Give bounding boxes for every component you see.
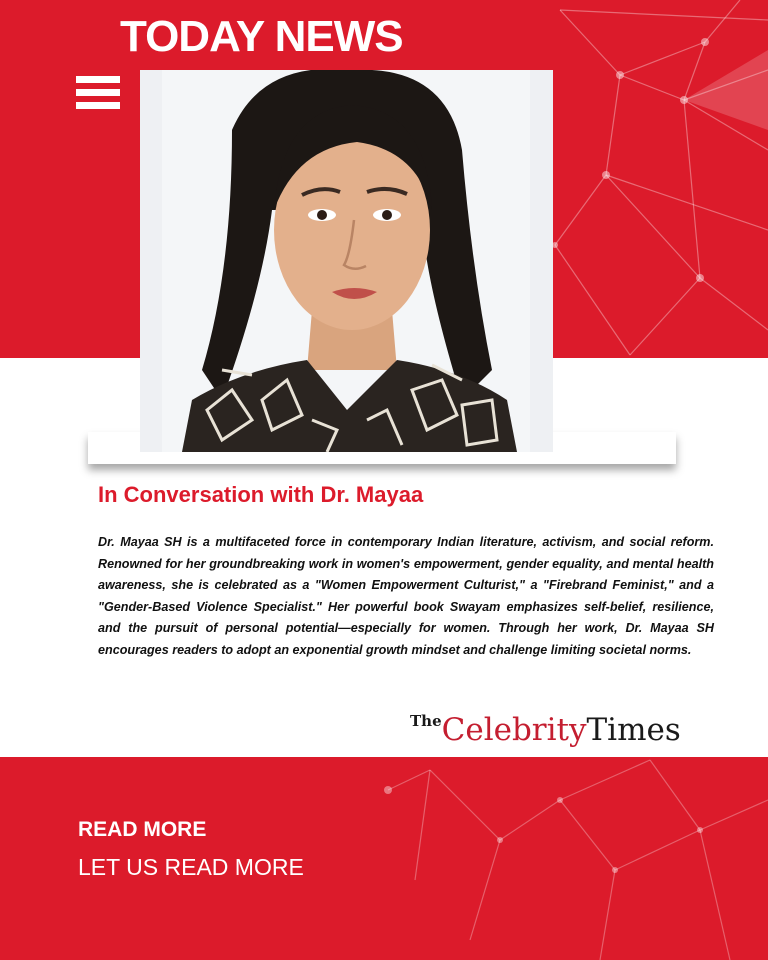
portrait-photo — [162, 70, 530, 452]
logo-celebrity: Celebrity — [441, 712, 587, 748]
read-more-subtext[interactable]: LET US READ MORE — [78, 854, 304, 880]
celebrity-times-logo — [410, 712, 746, 756]
logo-times: Times — [586, 712, 681, 748]
hamburger-menu-icon[interactable] — [76, 76, 120, 114]
read-more-link[interactable]: READ MORE — [78, 818, 207, 841]
logo-the: The — [410, 712, 442, 730]
article-body: Dr. Mayaa SH is a multifaceted force in contemporary Indian literature, activism, and social reform. Renowned for her groundbreaking work in women's empowerment, gender equality, and mental health awareness, she is celebrated as a "Women Empowerment Culturist," a "Firebrand Feminist," and a "Gender-Based Violence Specialist." Her powerful book Swayam emphasizes self-belief, resilience, and the pursuit of personal potential—especially for women. Through her work, Dr. Mayaa SH encourages readers to adopt an exponential growth mindset and challenge limiting societal norms. — [98, 535, 714, 657]
page-title: TODAY NEWS — [120, 12, 403, 61]
article-title: In Conversation with Dr. Mayaa — [98, 482, 424, 507]
